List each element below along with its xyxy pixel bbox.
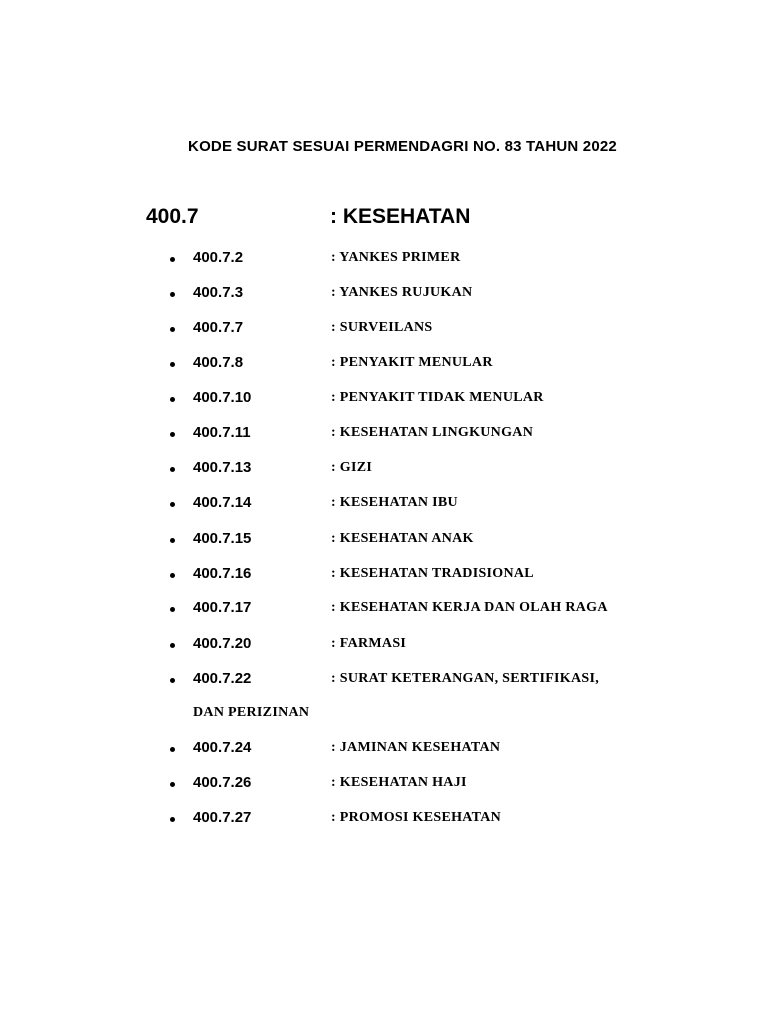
item-label: : YANKES PRIMER	[331, 250, 461, 265]
bullet-icon	[170, 257, 175, 262]
bullet-icon	[170, 607, 175, 612]
item-code: 400.7.14	[193, 494, 252, 511]
item-label: : KESEHATAN TRADISIONAL	[331, 566, 534, 581]
list-item	[0, 635, 768, 655]
item-code: 400.7.10	[193, 389, 252, 406]
item-label: : PENYAKIT TIDAK MENULAR	[331, 390, 544, 405]
item-label: : JAMINAN KESEHATAN	[331, 740, 501, 755]
item-label: : KESEHATAN IBU	[331, 495, 458, 510]
bullet-icon	[170, 782, 175, 787]
list-item	[0, 354, 768, 374]
item-code: 400.7.27	[193, 809, 252, 826]
item-label: : FARMASI	[331, 636, 407, 651]
bullet-icon	[170, 643, 175, 648]
item-code: 400.7.22	[193, 670, 252, 687]
item-label: : KESEHATAN HAJI	[331, 775, 467, 790]
item-label-continuation: DAN PERIZINAN	[193, 705, 310, 720]
list-item	[0, 774, 768, 794]
list-item	[0, 494, 768, 514]
bullet-icon	[170, 327, 175, 332]
item-code: 400.7.3	[193, 284, 244, 301]
item-label: : KESEHATAN KERJA DAN OLAH RAGA	[331, 600, 608, 615]
item-label: : GIZI	[331, 460, 373, 475]
list-item	[0, 739, 768, 759]
section-heading	[146, 205, 706, 233]
item-code: 400.7.13	[193, 459, 252, 476]
item-label: : SURVEILANS	[331, 320, 433, 335]
document-title: KODE SURAT SESUAI PERMENDAGRI NO. 83 TAHUN 2022	[188, 138, 617, 155]
list-item	[0, 319, 768, 339]
list-item	[0, 424, 768, 444]
item-label: : PENYAKIT MENULAR	[331, 355, 493, 370]
list-item	[0, 565, 768, 585]
bullet-icon	[170, 397, 175, 402]
item-code: 400.7.8	[193, 354, 244, 371]
item-code: 400.7.2	[193, 249, 244, 266]
item-label: : PROMOSI KESEHATAN	[331, 810, 502, 825]
list-item	[0, 284, 768, 304]
item-label: : KESEHATAN ANAK	[331, 531, 474, 546]
section-label: : KESEHATAN	[330, 205, 471, 228]
list-item	[0, 389, 768, 409]
item-code: 400.7.26	[193, 774, 252, 791]
bullet-icon	[170, 747, 175, 752]
bullet-icon	[170, 467, 175, 472]
list-item	[0, 670, 768, 690]
item-code: 400.7.15	[193, 530, 252, 547]
item-label: : SURAT KETERANGAN, SERTIFIKASI,	[331, 671, 600, 686]
bullet-icon	[170, 362, 175, 367]
bullet-icon	[170, 678, 175, 683]
list-item	[0, 809, 768, 829]
bullet-icon	[170, 292, 175, 297]
list-item	[0, 530, 768, 550]
item-label: : KESEHATAN LINGKUNGAN	[331, 425, 534, 440]
item-code: 400.7.7	[193, 319, 244, 336]
item-code: 400.7.24	[193, 739, 252, 756]
item-code: 400.7.11	[193, 424, 251, 441]
bullet-icon	[170, 573, 175, 578]
list-item	[0, 459, 768, 479]
item-label: : YANKES RUJUKAN	[331, 285, 473, 300]
section-code: 400.7	[146, 205, 199, 228]
item-code: 400.7.17	[193, 599, 252, 616]
item-code: 400.7.20	[193, 635, 252, 652]
bullet-icon	[170, 432, 175, 437]
list-item	[0, 599, 768, 619]
bullet-icon	[170, 538, 175, 543]
item-code: 400.7.16	[193, 565, 252, 582]
list-item	[0, 249, 768, 269]
bullet-icon	[170, 502, 175, 507]
bullet-icon	[170, 817, 175, 822]
